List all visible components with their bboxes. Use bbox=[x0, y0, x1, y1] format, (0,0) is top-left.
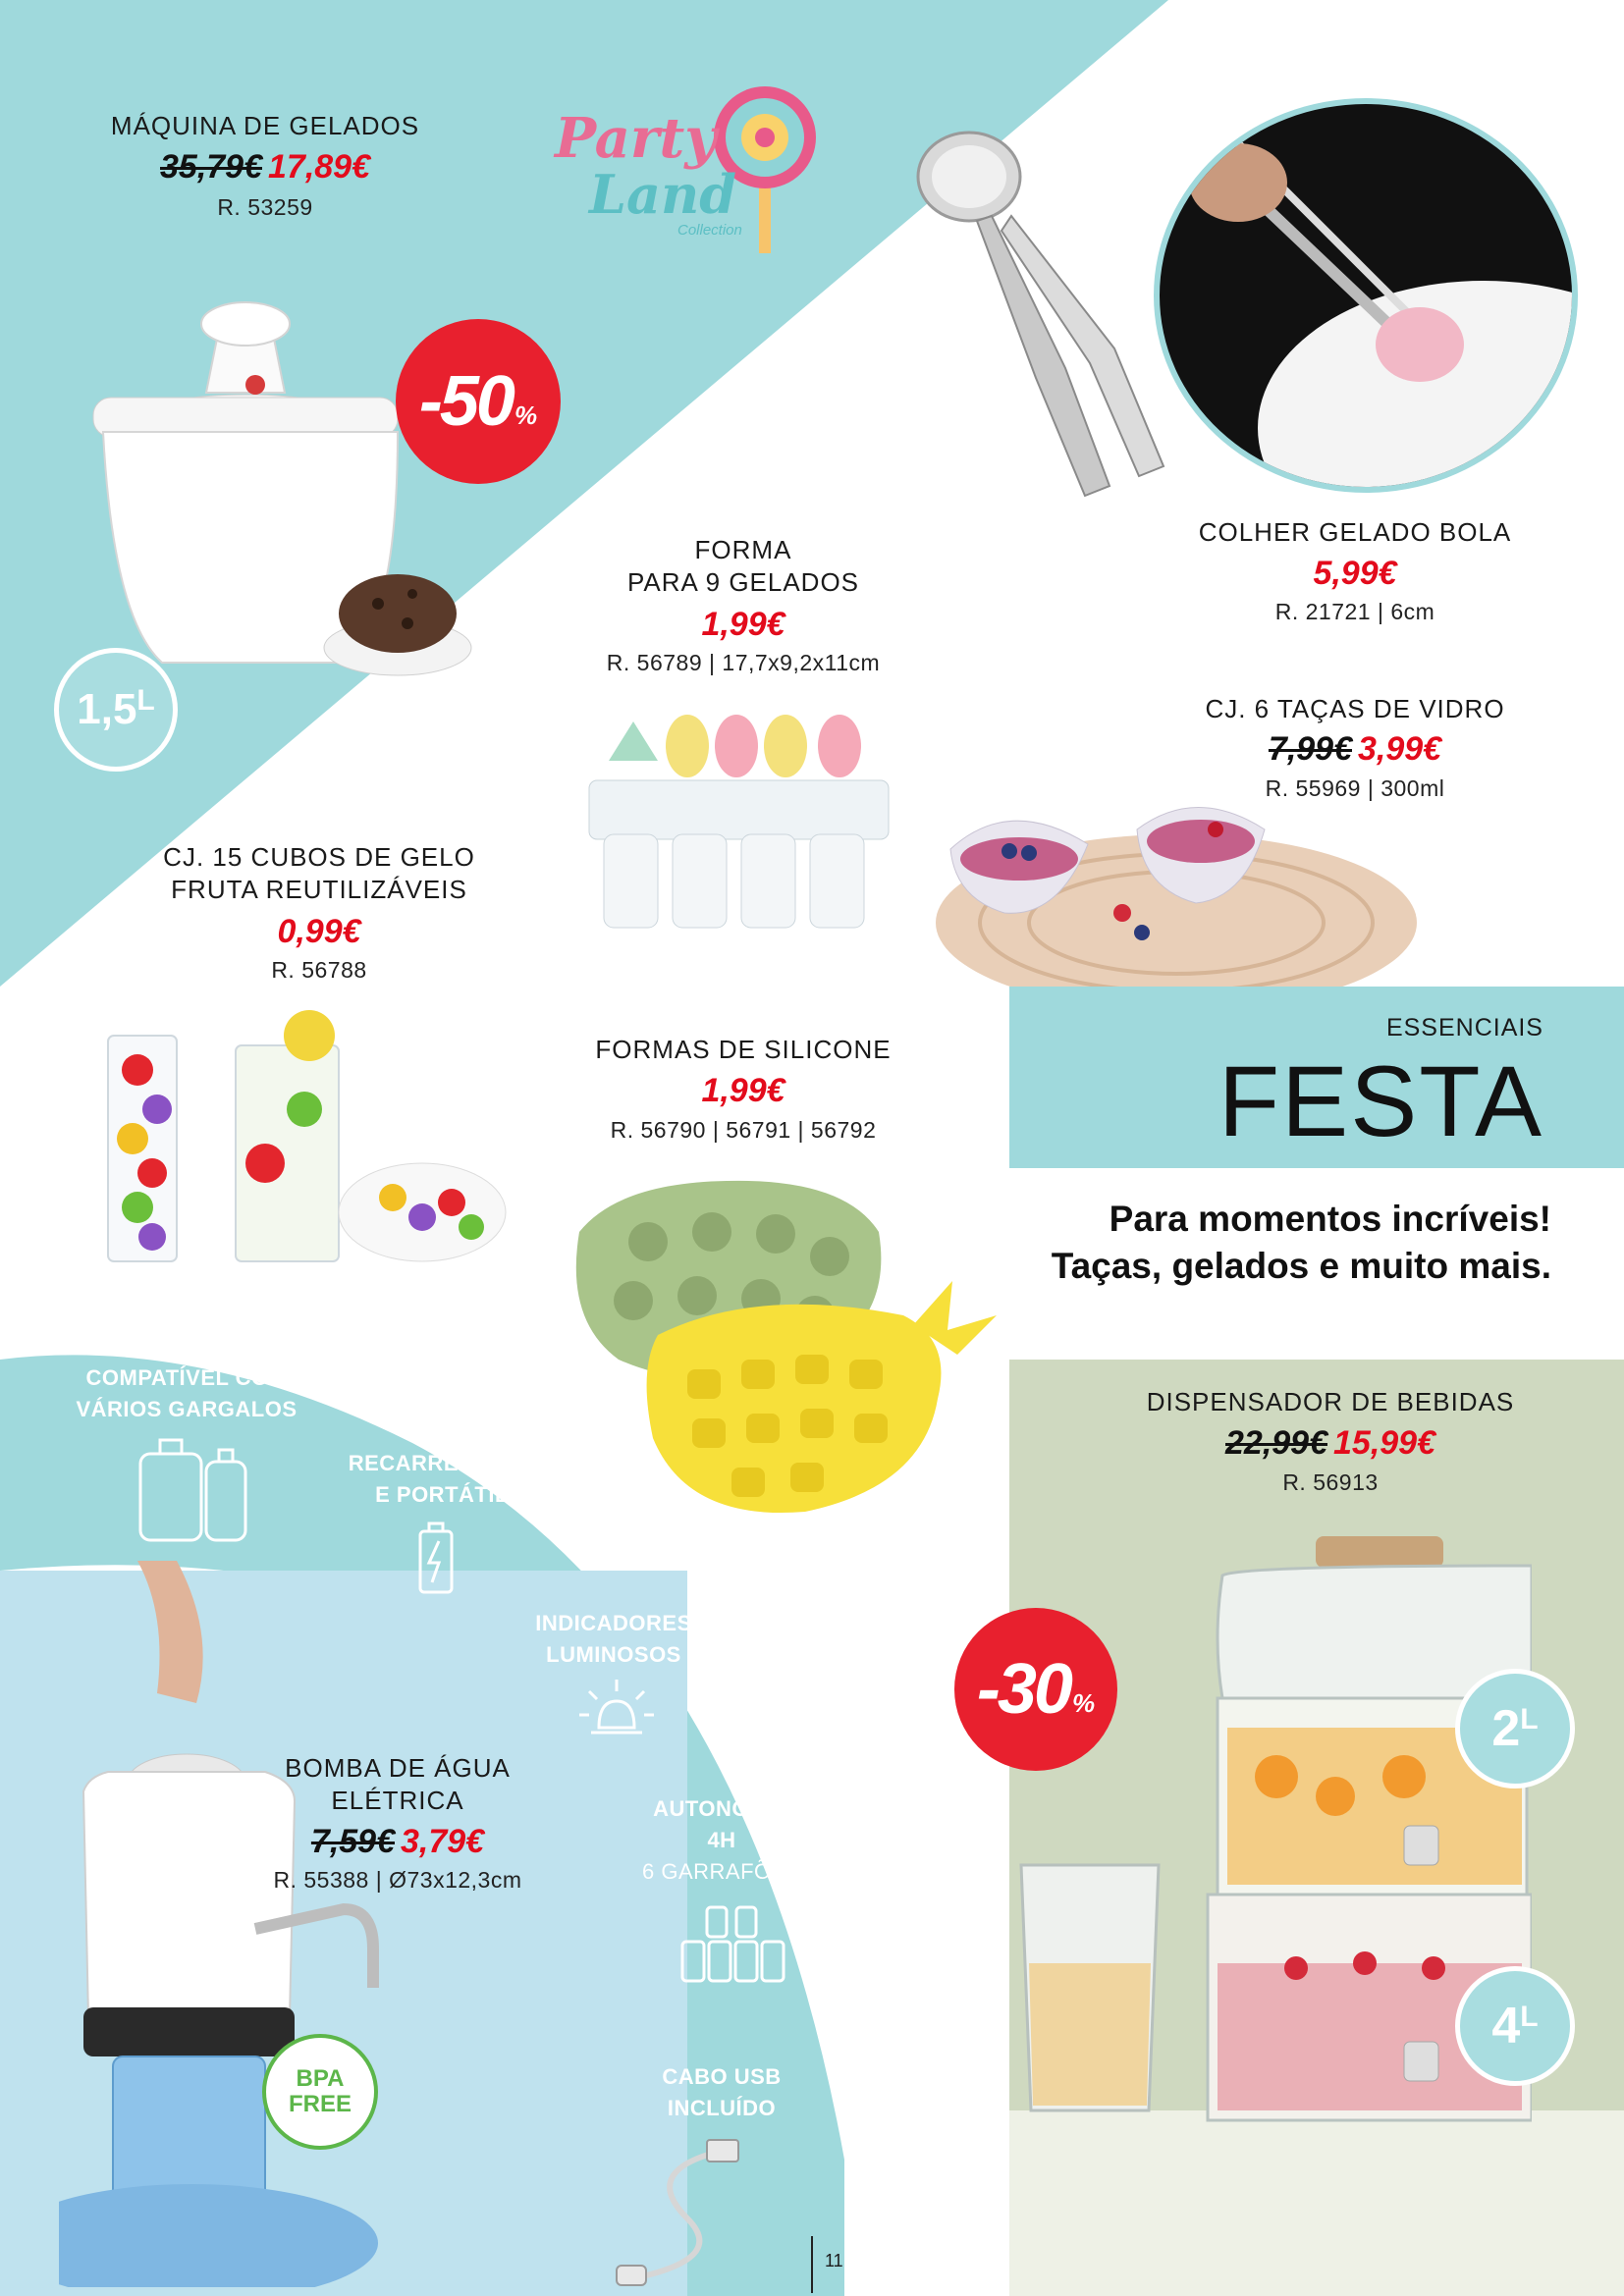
capacity-badge-2l: 2 L bbox=[1455, 1669, 1575, 1789]
popsicle-mold-ref: R. 56789 | 17,7x9,2x11cm bbox=[606, 650, 881, 675]
feature-indicators: INDICADORES LUMINOSOS bbox=[535, 1611, 692, 1667]
silicone-molds-name: FORMAS DE SILICONE bbox=[595, 1035, 892, 1064]
new-price: 17,89€ bbox=[268, 148, 370, 186]
festa-subtitle: ESSENCIAIS bbox=[1385, 1014, 1543, 1041]
page-number: 11 bbox=[811, 2236, 843, 2293]
dispenser-image bbox=[1011, 1531, 1532, 2150]
feature-autonomy: AUTONOMIA 4H 6 GARRAFÕES bbox=[642, 1796, 801, 1884]
new-price: 0,99€ bbox=[277, 913, 361, 950]
ice-cream-maker-price bbox=[59, 147, 471, 187]
glass-bowls-price bbox=[1159, 729, 1551, 769]
scoop-name: COLHER GELADO BOLA bbox=[1198, 517, 1512, 547]
new-price: 5,99€ bbox=[1313, 555, 1397, 592]
silicone-molds-price bbox=[547, 1071, 940, 1110]
old-price: 35,79€ bbox=[160, 148, 262, 186]
party-land-logo bbox=[545, 67, 830, 253]
scoop-in-use-photo bbox=[1154, 98, 1578, 493]
water-pump-name-2: ELÉTRICA bbox=[331, 1786, 464, 1815]
popsicle-mold-price bbox=[547, 605, 940, 644]
silicone-molds-ref: R. 56790 | 56791 | 56792 bbox=[610, 1117, 877, 1143]
water-pump-image bbox=[59, 1556, 452, 2287]
dispenser-name: DISPENSADOR DE BEBIDAS bbox=[1146, 1387, 1515, 1416]
light-icon bbox=[577, 1674, 656, 1747]
new-price: 3,79€ bbox=[401, 1823, 485, 1860]
logo-party: Party bbox=[555, 106, 717, 171]
feature-compatible: COMPATÍVEL COM VÁRIOS GARGALOS bbox=[76, 1365, 298, 1421]
usb-cable-icon bbox=[599, 2130, 746, 2287]
glass-bowls-image bbox=[931, 790, 1422, 991]
water-pump-ref: R. 55388 | Ø73x12,3cm bbox=[273, 1867, 522, 1893]
dispenser-ref: R. 56913 bbox=[1282, 1469, 1379, 1495]
old-price: 7,59€ bbox=[310, 1823, 395, 1860]
capacity-badge-1-5l: 1,5 $^L$ bbox=[54, 648, 178, 772]
new-price: 1,99€ bbox=[701, 606, 785, 643]
festa-banner bbox=[1009, 987, 1624, 1168]
water-pump-name-1: BOMBA DE ÁGUA bbox=[285, 1753, 511, 1783]
silicone-molds-image bbox=[560, 1173, 1011, 1526]
discount-badge-30: -30 % bbox=[954, 1608, 1117, 1771]
popsicle-mold-name-1: FORMA bbox=[694, 535, 792, 564]
ice-cubes-price bbox=[123, 912, 515, 951]
feature-usb: CABO USB INCLUÍDO bbox=[662, 2064, 782, 2120]
ice-cubes-image bbox=[98, 991, 511, 1266]
festa-title: FESTA bbox=[1218, 1045, 1543, 1157]
festa-tagline bbox=[1052, 1196, 1551, 1290]
bpa-free-badge: BPA FREE bbox=[262, 2034, 378, 2150]
tagline-line-1: Para momentos incríveis! bbox=[1109, 1199, 1551, 1239]
new-price: 15,99€ bbox=[1333, 1424, 1435, 1462]
old-price: 7,99€ bbox=[1268, 730, 1352, 768]
glass-bowls-ref: R. 55969 | 300ml bbox=[1265, 775, 1445, 801]
ice-cream-maker-ref: R. 53259 bbox=[217, 194, 313, 220]
six-bottles-icon bbox=[677, 1902, 785, 2001]
capacity-badge-4l: 4 L bbox=[1455, 1966, 1575, 2086]
popsicle-mold-image bbox=[579, 702, 903, 937]
old-price: 22,99€ bbox=[1225, 1424, 1327, 1462]
glass-bowls-name: CJ. 6 TAÇAS DE VIDRO bbox=[1205, 694, 1505, 723]
scoop-ref: R. 21721 | 6cm bbox=[1274, 599, 1435, 624]
scoop-price bbox=[1159, 554, 1551, 593]
water-pump-price bbox=[201, 1822, 594, 1861]
ice-cream-scoop-image bbox=[908, 123, 1193, 510]
bottles-icon bbox=[135, 1438, 248, 1546]
ice-cubes-name-2: FRUTA REUTILIZÁVEIS bbox=[171, 875, 467, 904]
popsicle-mold-name-2: PARA 9 GELADOS bbox=[626, 567, 860, 597]
dispenser-price bbox=[1110, 1423, 1551, 1463]
new-price: 1,99€ bbox=[701, 1072, 785, 1109]
new-price: 3,99€ bbox=[1358, 730, 1442, 768]
feature-rechargeable: RECARREGÁVEL E PORTÁTIL bbox=[348, 1451, 536, 1507]
discount-badge-50: -50 % bbox=[396, 319, 561, 484]
tagline-line-2: Taças, gelados e muito mais. bbox=[1051, 1246, 1551, 1286]
logo-land: Land bbox=[589, 163, 736, 226]
ice-cream-maker-name: MÁQUINA DE GELADOS bbox=[110, 111, 420, 140]
logo-collection: Collection bbox=[677, 222, 742, 239]
ice-cubes-name-1: CJ. 15 CUBOS DE GELO bbox=[163, 842, 475, 872]
ice-cubes-ref: R. 56788 bbox=[271, 957, 367, 983]
